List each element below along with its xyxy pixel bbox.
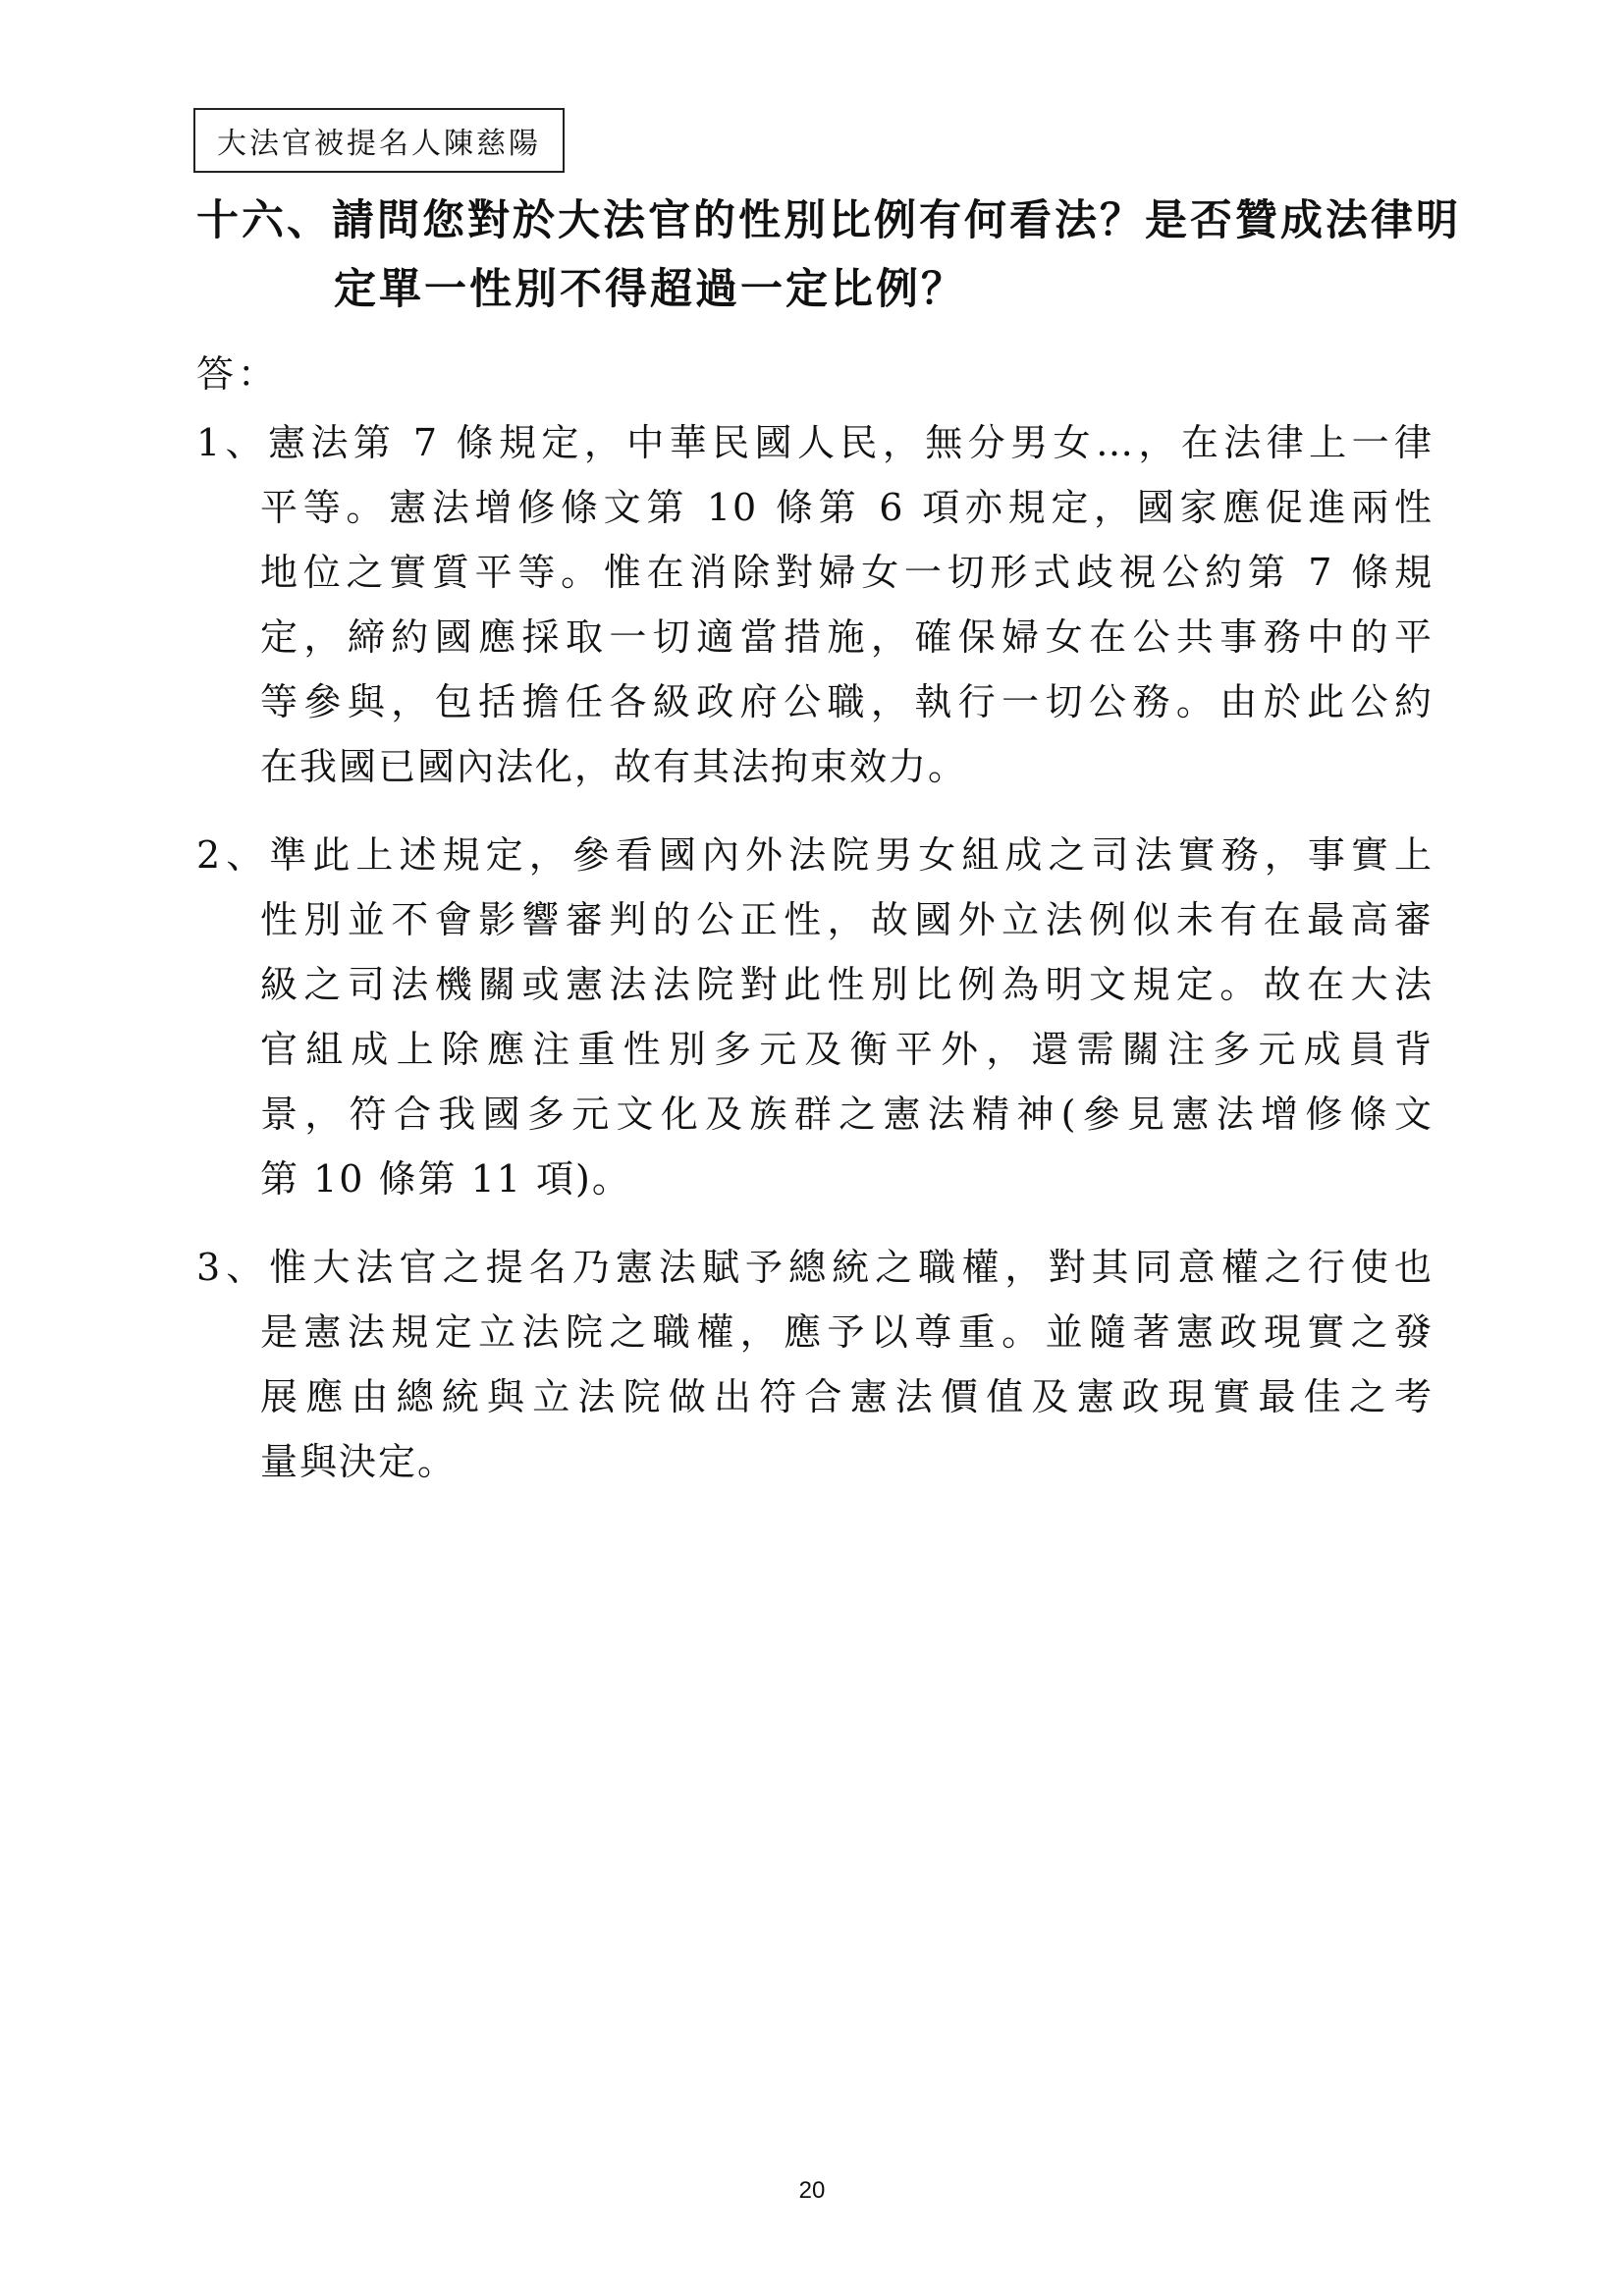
answer-item — [196, 410, 1434, 799]
answer-line: 2、準此上述規定，參看國內外法院男女組成之司法實務，事實上 — [196, 833, 1434, 877]
answer-line: 量與決定。 — [260, 1440, 458, 1483]
answer-line: 是憲法規定立法院之職權，應予以尊重。並隨著憲政現實之發 — [260, 1310, 1434, 1354]
answer-label: 答： — [196, 352, 280, 396]
page-number: 20 — [798, 2177, 826, 2204]
answer-line: 景，符合我國多元文化及族群之憲法精神(參見憲法增修條文 — [260, 1093, 1434, 1136]
answer-line: 3、惟大法官之提名乃憲法賦予總統之職權，對其同意權之行使也 — [196, 1246, 1434, 1289]
question-line: 十六、請問您對於大法官的性別比例有何看法？是否贊成法律明 — [196, 196, 1461, 245]
answer-list — [196, 410, 1434, 1518]
question-line: 定單一性別不得超過一定比例？ — [334, 265, 966, 314]
answer-item — [196, 1235, 1434, 1494]
answer-line: 展應由總統與立法院做出符合憲法價值及憲政現實最佳之考 — [260, 1375, 1434, 1418]
answer-line: 1、憲法第 7 條規定，中華民國人民，無分男女…，在法律上一律 — [196, 421, 1434, 464]
answer-line: 等參與，包括擔任各級政府公職，執行一切公務。由於此公約 — [260, 680, 1434, 723]
answer-line: 平等。憲法增修條文第 10 條第 6 項亦規定，國家應促進兩性 — [260, 486, 1434, 529]
nominee-label: 大法官被提名人陳慈陽 — [217, 127, 541, 161]
answer-line: 性別並不會影響審判的公正性，故國外立法例似未有在最高審 — [260, 898, 1434, 941]
answer-line: 定，締約國應採取一切適當措施，確保婦女在公共事務中的平 — [260, 615, 1434, 659]
answer-line: 在我國已國內法化，故有其法拘束效力。 — [260, 745, 968, 788]
answer-line: 級之司法機關或憲法法院對此性別比例為明文規定。故在大法 — [260, 963, 1434, 1006]
answer-item — [196, 823, 1434, 1211]
answer-line: 第 10 條第 11 項)。 — [260, 1157, 631, 1201]
answer-line: 官組成上除應注重性別多元及衡平外，還需關注多元成員背 — [260, 1028, 1434, 1071]
nominee-header-box — [193, 108, 565, 173]
question-heading — [196, 187, 1461, 324]
answer-line: 地位之實質平等。惟在消除對婦女一切形式歧視公約第 7 條規 — [260, 551, 1434, 594]
